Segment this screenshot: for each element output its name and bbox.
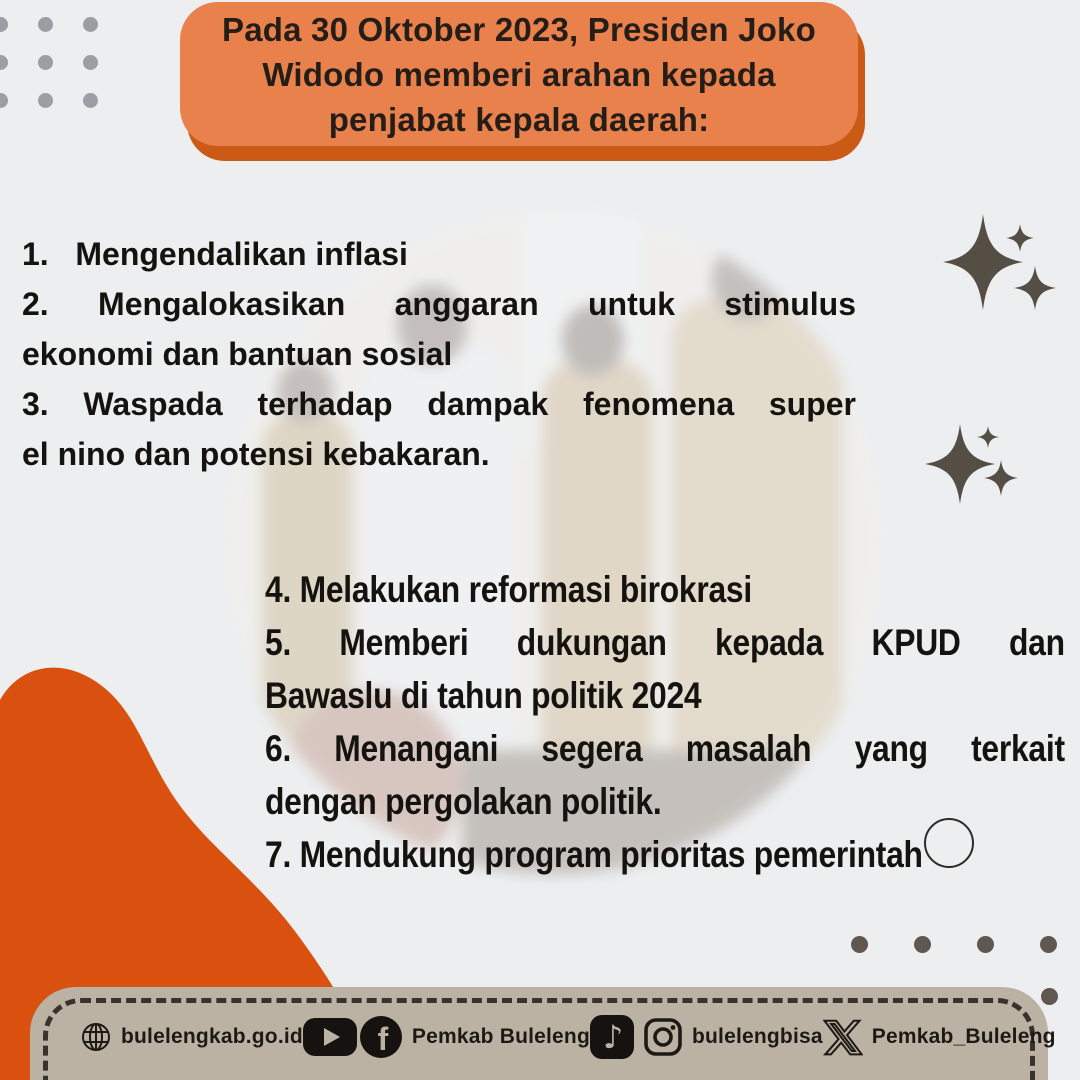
dots-grid-top-left	[0, 17, 98, 108]
list-item-line: 1. Mengendalikan inflasi	[22, 236, 408, 272]
footer-links-row	[30, 987, 1056, 1080]
dot	[851, 936, 868, 953]
header-line: Pada 30 Oktober 2023, Presiden Joko	[222, 10, 816, 48]
list-item-line: 5. Memberi dukungan kepada KPUD dan	[265, 622, 1065, 663]
dot	[1040, 936, 1057, 953]
dot	[0, 55, 8, 70]
circle-doodle	[924, 818, 974, 868]
tiktok-instagram-link[interactable]	[590, 1015, 823, 1059]
x-icon	[823, 1017, 863, 1057]
footer-link-label: Pemkab Buleleng	[411, 1024, 590, 1048]
sparkle-icon	[977, 426, 999, 448]
globe-icon	[80, 1021, 112, 1053]
instagram-icon	[643, 1017, 683, 1057]
sparkle-icon	[1014, 266, 1056, 310]
facebook-icon	[359, 1015, 403, 1059]
sparkle-icon	[984, 460, 1018, 496]
footer-bar	[30, 987, 1056, 1080]
header-line: penjabat kepala daerah:	[328, 100, 710, 138]
youtube-icon	[303, 1018, 357, 1056]
footer-link-label: bulelengkab.go.id	[121, 1024, 303, 1048]
list-item-line: ekonomi dan bantuan sosial	[22, 336, 453, 372]
directive-list-left	[22, 229, 856, 479]
dot	[38, 55, 53, 70]
svg-text:f: f	[377, 1020, 389, 1057]
header-line: Widodo memberi arahan kepada	[262, 55, 776, 93]
dot	[977, 936, 994, 953]
list-item-line: dengan pergolakan politik.	[265, 781, 662, 822]
dot	[83, 93, 98, 108]
list-item-line: el nino dan potensi kebakaran.	[22, 436, 490, 472]
list-item-line: 6. Menangani segera masalah yang terkait	[265, 728, 1065, 769]
sparkle-icon	[1006, 224, 1034, 252]
list-item-line: 7. Mendukung program prioritas pemerintah	[265, 834, 923, 875]
dot	[38, 93, 53, 108]
website-link[interactable]	[80, 1021, 303, 1053]
dot	[83, 17, 98, 32]
dot	[914, 936, 931, 953]
dot	[38, 17, 53, 32]
x-link[interactable]	[823, 1017, 1056, 1057]
dots-row-bottom-right	[851, 936, 1057, 953]
list-item-line: 2. Mengalokasikan anggaran untuk stimulus	[22, 286, 856, 322]
youtube-facebook-link[interactable]	[303, 1015, 590, 1059]
header-banner	[180, 2, 858, 146]
dot	[0, 93, 8, 108]
dot	[0, 17, 8, 32]
dot	[83, 55, 98, 70]
footer-link-label: Pemkab_Buleleng	[871, 1024, 1056, 1048]
list-item-line: Bawaslu di tahun politik 2024	[265, 675, 702, 716]
tiktok-icon	[590, 1015, 634, 1059]
svg-text:♪: ♪	[602, 1017, 624, 1056]
list-item-line: 4. Melakukan reformasi birokrasi	[265, 569, 752, 610]
list-item-line: 3. Waspada terhadap dampak fenomena super	[22, 386, 856, 422]
footer-link-label: bulelengbisa	[691, 1024, 823, 1048]
